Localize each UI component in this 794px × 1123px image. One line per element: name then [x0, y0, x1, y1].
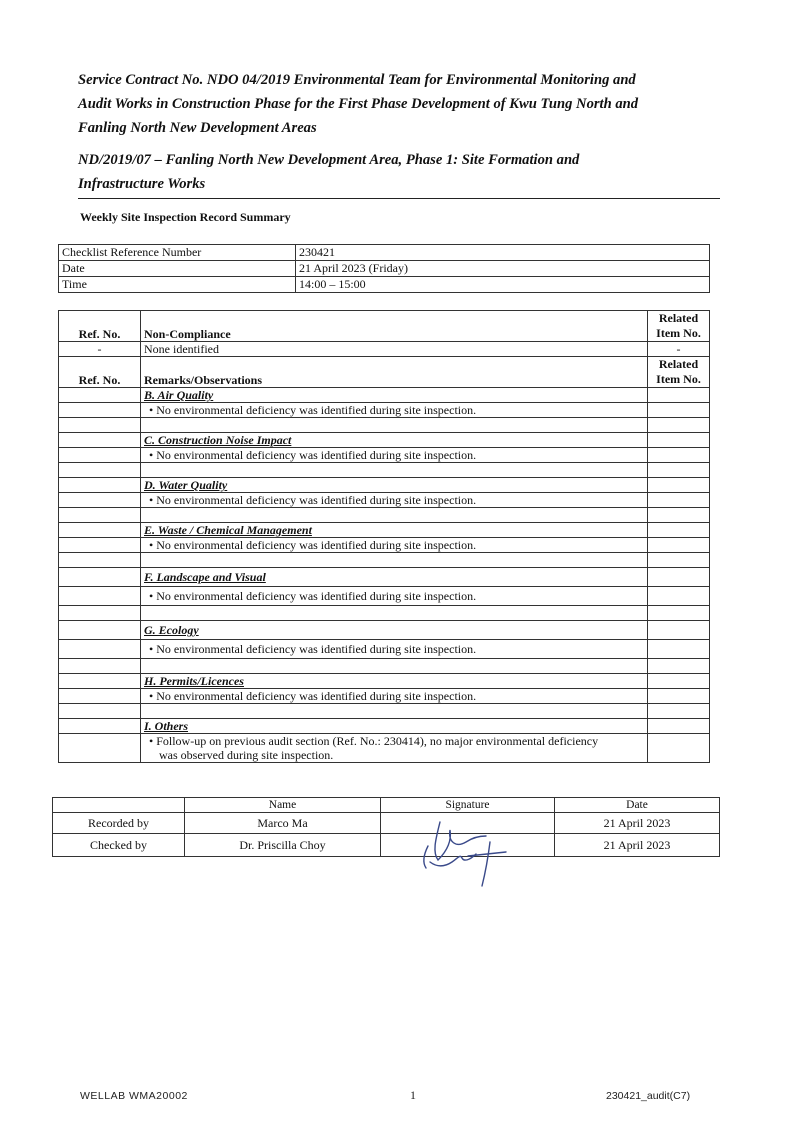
section-title: I. Others — [141, 719, 648, 734]
checklist-info-table — [58, 244, 710, 293]
section-title: B. Air Quality — [141, 388, 648, 403]
col-remarks-header: Remarks/Observations — [141, 357, 648, 388]
info-label: Date — [59, 261, 296, 277]
page-number: 1 — [410, 1088, 416, 1102]
role-cell: Recorded by — [53, 813, 185, 834]
col-related-header: Related Item No. — [648, 357, 710, 388]
project-line: ND/2019/07 – Fanling North New Development Area, Phase 1: Site Formation and — [78, 152, 580, 168]
section-title: F. Landscape and Visual — [141, 568, 648, 587]
table-row — [59, 342, 710, 357]
table-row — [59, 261, 710, 277]
table-header-row — [59, 357, 710, 388]
date-header: Date — [555, 798, 720, 813]
section-title: E. Waste / Chemical Management — [141, 523, 648, 538]
table-row — [53, 834, 720, 857]
name-cell: Marco Ma — [185, 813, 381, 834]
table-header-row — [59, 311, 710, 342]
list-item: • No environmental deficiency was identified during site inspection. — [141, 493, 648, 508]
title-line: Fanling North New Development Areas — [78, 120, 317, 136]
info-value: 230421 — [296, 245, 710, 261]
document-title — [78, 68, 718, 196]
list-item: • No environmental deficiency was identified during site inspection. — [141, 448, 648, 463]
footer-right: 230421_audit(C7) — [606, 1090, 691, 1102]
info-value: 21 April 2023 (Friday) — [296, 261, 710, 277]
section-title: C. Construction Noise Impact — [141, 433, 648, 448]
related-cell: - — [648, 342, 710, 357]
ref-cell: - — [59, 342, 141, 357]
date-cell: 21 April 2023 — [555, 813, 720, 834]
page-subtitle: Weekly Site Inspection Record Summary — [80, 210, 291, 224]
list-item: • No environmental deficiency was identified during site inspection. — [141, 403, 648, 418]
list-item: • No environmental deficiency was identified during site inspection. — [141, 640, 648, 659]
inspection-table — [58, 310, 710, 763]
date-cell: 21 April 2023 — [555, 834, 720, 857]
section-title: G. Ecology — [141, 621, 648, 640]
col-ref-header: Ref. No. — [59, 311, 141, 342]
table-row — [59, 277, 710, 293]
list-item: • Follow-up on previous audit section (Ref. No.: 230414), no major environmental deficiency was observed during site inspection. — [141, 734, 648, 763]
col-noncompliance-header: Non-Compliance — [141, 311, 648, 342]
col-related-header: Related Item No. — [648, 311, 710, 342]
table-row — [59, 245, 710, 261]
info-label: Checklist Reference Number — [59, 245, 296, 261]
noncompliance-cell: None identified — [141, 342, 648, 357]
section-title: H. Permits/Licences — [141, 674, 648, 689]
list-item: • No environmental deficiency was identified during site inspection. — [141, 587, 648, 606]
project-line: Infrastructure Works — [78, 176, 206, 192]
handwritten-signature — [410, 808, 520, 888]
header-divider — [78, 198, 720, 199]
signature-header: Signature — [381, 798, 555, 813]
name-cell: Dr. Priscilla Choy — [185, 834, 381, 857]
col-ref-header: Ref. No. — [59, 357, 141, 388]
title-line: Audit Works in Construction Phase for the First Phase Development of Kwu Tung North and — [78, 96, 639, 112]
table-row — [53, 813, 720, 834]
list-item: • No environmental deficiency was identified during site inspection. — [141, 538, 648, 553]
info-value: 14:00 – 15:00 — [296, 277, 710, 293]
section-title: D. Water Quality — [141, 478, 648, 493]
table-header-row — [53, 798, 720, 813]
signoff-table — [52, 797, 720, 857]
list-item: • No environmental deficiency was identified during site inspection. — [141, 689, 648, 704]
footer-left: WELLAB WMA20002 — [80, 1090, 188, 1102]
info-label: Time — [59, 277, 296, 293]
name-header: Name — [185, 798, 381, 813]
role-cell: Checked by — [53, 834, 185, 857]
title-line: Service Contract No. NDO 04/2019 Environmental Team for Environmental Monitoring and — [78, 72, 636, 88]
